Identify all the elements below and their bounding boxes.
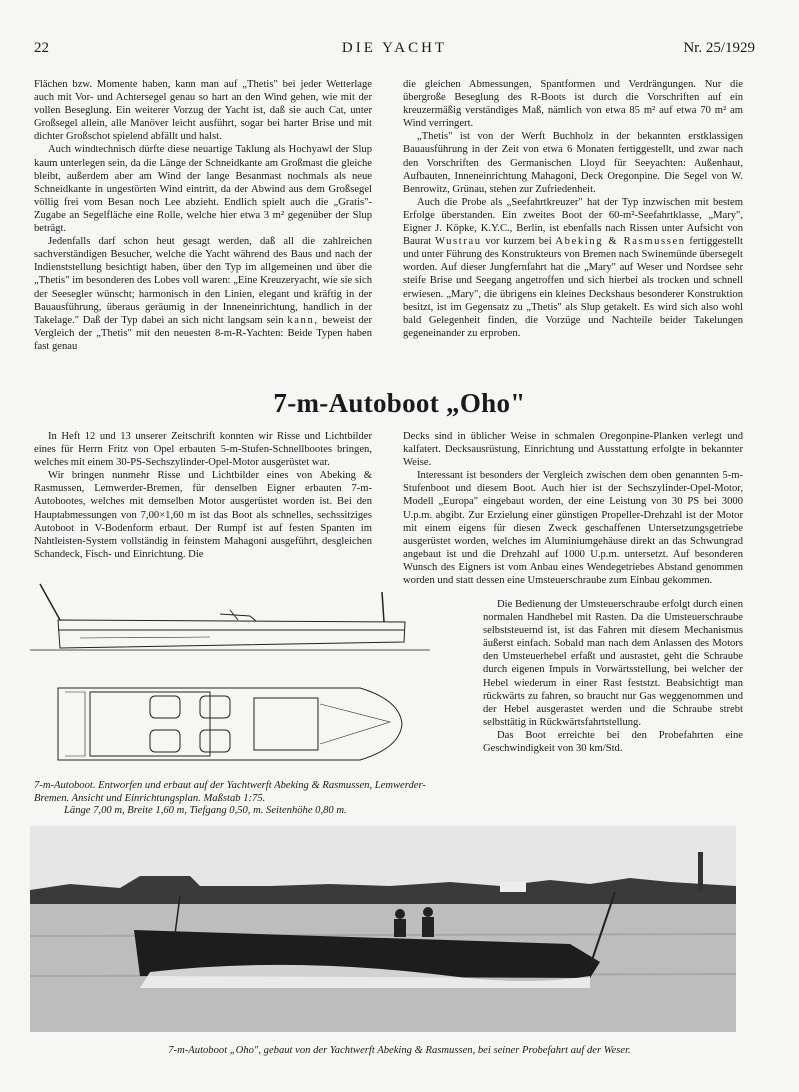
boat-photo	[30, 826, 736, 1032]
boat-drawing	[30, 580, 430, 780]
thetis-continuation-right	[403, 78, 743, 340]
article-column-right	[403, 430, 743, 587]
boat-deck-plan	[58, 688, 402, 760]
boat-side-elevation	[30, 584, 430, 650]
paragraph: Decks sind in üblicher Weise in schmalen Oregonpine-Planken verlegt und kalfatert. Decksausrüstung, Einrichtung und Ausstattung erfolgte in bekannter Weise.	[403, 431, 743, 469]
drawing-caption: 7-m-Autoboot. Entworfen und erbaut auf der Yachtwerft Abeking & Rasmussen, Lemwerder-Bremen. Ansicht und Einrichtungsplan. Maßstab 1:75. Länge 7,00 m, Breite 1,60 m, Tiefgang 0,50, m. Seitenhöhe 0,80 m.	[34, 780, 426, 816]
photo-caption: 7-m-Autoboot „Oho", gebaut von der Yachtwerft Abeking & Rasmussen, bei seiner Probefahrt auf der Weser.	[168, 1045, 631, 1056]
paragraph: Das Boot erreichte bei den Probefahrten eine Geschwindigkeit von 30 km/Std.	[483, 729, 743, 755]
article-column-left	[34, 430, 372, 561]
paragraph: Auch windtechnisch dürfte diese neuartige Taklung als Hochyawl der Slup kaum unterlegen sein, da die Länge der Schneidkante am Großmast die gleiche bleibt, außerdem aber am Wind der lange Besanmast nochmals als neue Schneidkante in ungestörten Wind eintritt, da der Abwind aus dem Großsegel völlig frei vom Besan noch Lee abzieht. Endlich spielt auch die „Gratis"-Zugabe an Segelfläche eine Rolle, welche hier etwa 3 m² gegenüber der Slup beträgt.	[34, 144, 372, 235]
journal-title: DIE YACHT	[341, 40, 448, 56]
page-header	[34, 40, 755, 62]
article-column-right-lower	[483, 598, 743, 755]
thetis-continuation-left	[34, 78, 372, 353]
paragraph: Flächen bzw. Momente haben, kann man auf „Thetis" bei jeder Wetterlage auch mit Vor- und Achtersegel genau so hart an den Wind gehen, wie mit der vollen Beseglung. Ein weiterer Vorzug der Yacht ist, daß sie auch Cat, unter Großsegel allein, alle Manöver leicht ausführt, sogar bei harter Brise und mit dichter Großschot spielend abfällt und halst.	[34, 79, 372, 143]
paragraph: Auch die Probe als „Seefahrtkreuzer" hat der Typ inzwischen mit bestem Erfolge überstanden. Ein zweites Boot der 60-m²-Seefahrtklasse, „Mary", Eigner J. Köpke, K.Y.C., Berlin, ist ebenfalls nach Rissen unter Aufsicht von Baurat Wustrau vor kurzem bei Abeking & Rasmussen fertiggestellt und unter Führung des Konstrukteurs von Bremen nach Swinemünde übersegelt worden. Auf dieser Jungfernfahrt hat die „Mary" auf Weser und Nordsee sehr steife Brise und Seegang angetroffen und sich hierbei als trocken und schnell erwiesen. „Mary", die übrigens ein kleines Deckshaus besonderer Konstruktion besitzt, ist im Gegensatz zu „Thetis" als Slup getakelt. Es wird sich also wohl bald Gelegenheit finden, die Vorzüge und Nachteile beider Takelungen gegeneinander zu erproben.	[403, 196, 743, 339]
paragraph: In Heft 12 und 13 unserer Zeitschrift konnten wir Risse und Lichtbilder eines für Herrn Fritz von Opel erbauten 5-m-Stufen-Schnellbootes bringen, welches mit einem 30-PS-Sechszylinder-Opel-Motor ausgerüstet war.	[34, 431, 372, 469]
paragraph: Interessant ist besonders der Vergleich zwischen dem oben genannten 5-m-Stufenboot und diesem Boot. Auch hier ist der Sechszylinder-Opel-Motor, Modell „Europa" eingebaut worden, der eine Leistung von 30 PS bei 3000 U.p.m. abgibt. Zur Erzielung einer günstigen Propeller-Drehzahl ist der Motor mit einem eigens für diesen Zweck geschaffenen Untersetzungsgetriebe ausgerüstet worden, welches im Aluminiumgehäuse direkt an das Schwungrad angebaut ist und die Drehzahl auf 1000 U.p.m. untersetzt. Auf besonderen Wunsch des Eigners ist vom Anbau eines Wendegetriebes Abstand genommen worden und statt dessen eine Umsteuerschraube zum Einbau gekommen.	[403, 470, 743, 587]
article-title: 7-m-Autoboot „Oho"	[273, 388, 526, 418]
paragraph: Wir bringen nunmehr Risse und Lichtbilder eines von Abeking & Rasmussen, Lemwerder-Bremen, für denselben Eigner erbauten 7-m-Autobootes, welches mit demselben Motor ausgerüstet worden ist. Bei den Hauptabmessungen von 7,00×1,60 m ist das Boot als schnelles, sechssitziges Autoboot in V-Bodenform erbaut. Der Rumpf ist auf festen Spanten im Nahtleisten-System vollständig in feinstem Mahagoni ausgeführt, desgleichen Schandeck, Fisch- und Einrichtung. Die	[34, 470, 372, 560]
paragraph: „Thetis" ist von der Werft Buchholz in der bekannten erstklassigen Bauausführung in der Zeit von etwa 6 Monaten fertiggestellt, und zwar nach den Vorschriften des Germanischen Lloyd für Seeyachten: Außenhaut, Aufbauten, Inneneinrichtung Mahagoni, Deck Oregonpine. Die Segel von W. Benrowitz, Grünau, stehen zur Zufriedenheit.	[403, 131, 743, 195]
issue-number: Nr. 25/1929	[683, 40, 755, 56]
paragraph: Jedenfalls darf schon heut gesagt werden, daß all die zahlreichen sachverständigen Besucher, welche die Yacht während des Baus und nach der Indienststellung besichtigt haben, über den Typ im allgemeinen und über die „Thetis" im besonderen des Lobes voll waren: „Eine Kreuzeryacht, wie sie sich der Seesegler wünscht; harmonisch in den Linien, elegant und kräftig in der Bauausführung, überaus geräumig in der Inneneinrichtung, handlich in der Takelage." Daß der Typ dabei an sich nicht langsam sein kann, beweist der Vergleich der „Thetis" mit den neuesten 8-m-R-Yachten: Beide Typen haben fast genau	[34, 236, 372, 352]
page-number: 22	[34, 40, 49, 56]
paragraph: die gleichen Abmessungen, Spantformen und Verdrängungen. Nur die übergroße Beseglung des R-Boots ist durch die Vorschriften auf ein kreuzermäßig verständiges Maß, nämlich von etwa 85 m² auf etwa 70 m² am Wind verringert.	[403, 79, 743, 130]
paragraph: Die Bedienung der Umsteuerschraube erfolgt durch einen normalen Handhebel mit Rasten. Da die Umsteuerschraube selbststeuernd ist, ist das Fahren mit diesem Mechanismus äußerst einfach. Sobald man nach dem Anlassen des Motors den Umsteuerhebel erfaßt und ausrastet, geht die Schraube durch eigenen Impuls in Vorwärtsstellung, bei welcher der Hebel wiederum in einer Rast feststzt. Beabsichtigt man rückwärts zu fahren, so braucht nur Gas weggenommen und der Hebel ausgerastet werden und die Schraube strebt selbsttätig in Rückwärtsfahrtstellung.	[483, 599, 743, 728]
